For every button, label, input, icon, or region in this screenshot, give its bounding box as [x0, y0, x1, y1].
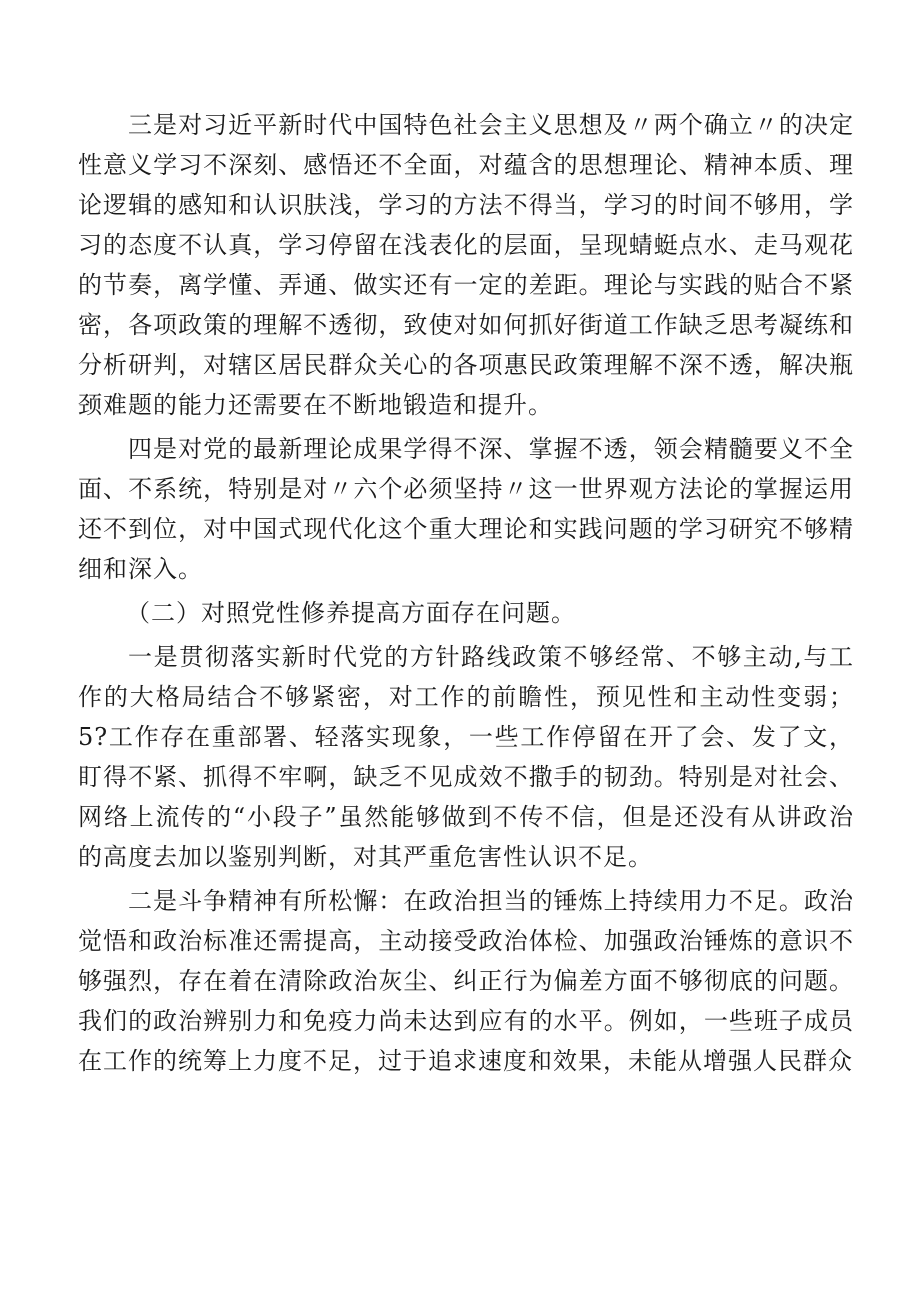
- paragraph-point-one: 一是贯彻落实新时代党的方针路线政策不够经常、不够主动,与工作的大格局结合不够紧密，对工作的前瞻性，预见性和主动性变弱；5?工作存在重部署、轻落实现象，一些工作停留在开了会、发了文，盯得不紧、抓得不牢啊，缺乏不见成效不撒手的韧劲。特别是对社会、网络上流传的“小段子”虽然能够做到不传不信，但是还没有从讲政治的高度去加以鉴别判断，对其严重危害性认识不足。: [78, 643, 854, 871]
- paragraph-point-three: 三是对习近平新时代中国特色社会主义思想及〃两个确立〃的决定性意义学习不深刻、感悟还不全面，对蕴含的思想理论、精神本质、理论逻辑的感知和认识肤浅，学习的方法不得当，学习的时间不够用，学习的态度不认真，学习停留在浅表化的层面，呈现蜻蜓点水、走马观花的节奏，离学懂、弄通、做实还有一定的差距。理论与实践的贴合不紧密，各项政策的理解不透彻，致使对如何抓好街道工作缺乏思考凝练和分析研判，对辖区居民群众关心的各项惠民政策理解不深不透，解决瓶颈难题的能力还需要在不断地锻造和提升。: [78, 111, 854, 419]
- document-page: [78, 105, 854, 1081]
- paragraph-point-two: 二是斗争精神有所松懈：在政治担当的锤炼上持续用力不足。政治觉悟和政治标准还需提高，主动接受政治体检、加强政治锤炼的意识不够强烈，存在着在清除政治灰尘、纠正行为偏差方面不够彻底的问题。我们的政治辨别力和免疫力尚未达到应有的水平。例如，一些班子成员在工作的统筹上力度不足，过于追求速度和效果，未能从增强人民群众: [78, 887, 854, 1075]
- section-heading-two: （二）对照党性修养提高方面存在问题。: [126, 599, 576, 627]
- paragraph-point-four: 四是对党的最新理论成果学得不深、掌握不透，领会精髓要义不全面、不系统，特别是对〃六个必须坚持〃这一世界观方法论的掌握运用还不到位，对中国式现代化这个重大理论和实践问题的学习研究不够精细和深入。: [78, 435, 854, 583]
